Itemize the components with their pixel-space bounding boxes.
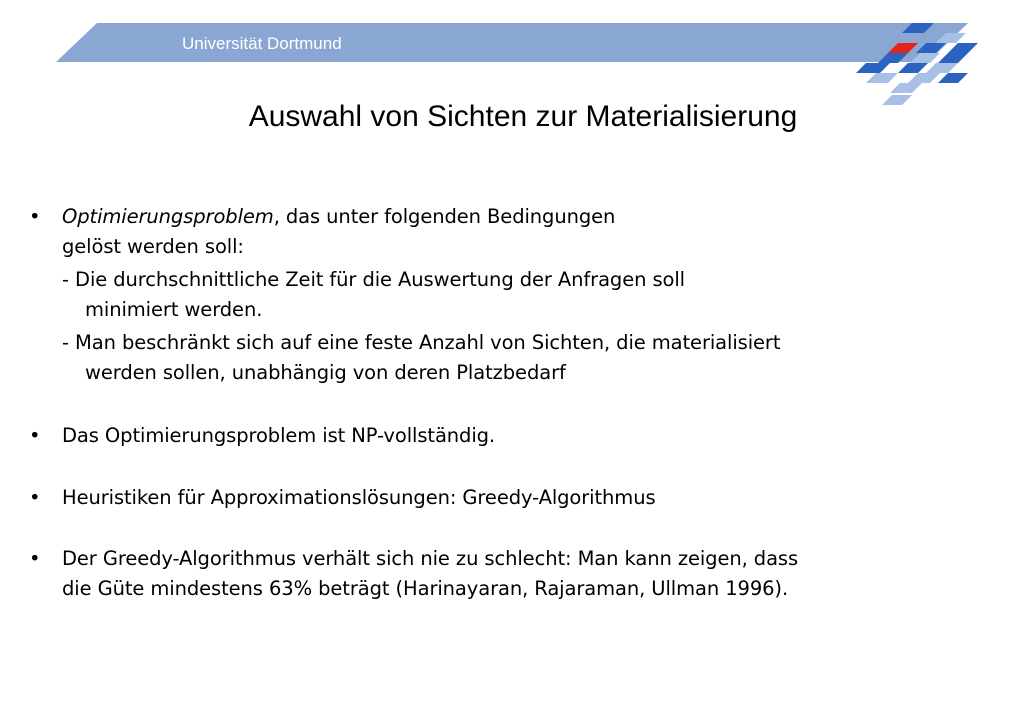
bullet-1-lead-rest: , das unter folgenden Bedingungen: [273, 205, 616, 228]
bullet-4-line-2: die Güte mindestens 63% beträgt (Harinayaran, Rajaraman, Ullman 1996).: [62, 577, 789, 600]
bullet-marker: •: [29, 486, 41, 509]
bullet-2-text: Das Optimierungsproblem ist NP-vollständig.: [62, 424, 496, 447]
sub-item-2-line-1: - Man beschränkt sich auf eine feste Anzahl von Sichten, die materialisiert: [62, 331, 781, 354]
bullet-1-italic-term: Optimierungsproblem: [62, 205, 274, 228]
bullet-4-line-1: Der Greedy-Algorithmus verhält sich nie zu schlecht: Man kann zeigen, dass: [62, 547, 799, 570]
sub-item-1-line-2: minimiert werden.: [85, 298, 263, 321]
university-name: Universität Dortmund: [182, 34, 342, 53]
sub-item-1-line-1: - Die durchschnittliche Zeit für die Auswertung der Anfragen soll: [62, 268, 685, 291]
bullet-marker: •: [29, 205, 41, 228]
sub-item-2-line-2: werden sollen, unabhängig von deren Platzbedarf: [85, 361, 566, 384]
bullet-1-line-1: [62, 205, 615, 228]
bullet-1-line-2: gelöst werden soll:: [62, 235, 244, 258]
bullet-marker: •: [29, 547, 41, 570]
bullet-3-text: Heuristiken für Approximationslösungen: Greedy-Algorithmus: [62, 486, 656, 509]
bullet-marker: •: [29, 424, 41, 447]
slide-title: Auswahl von Sichten zur Materialisierung: [248, 100, 798, 133]
